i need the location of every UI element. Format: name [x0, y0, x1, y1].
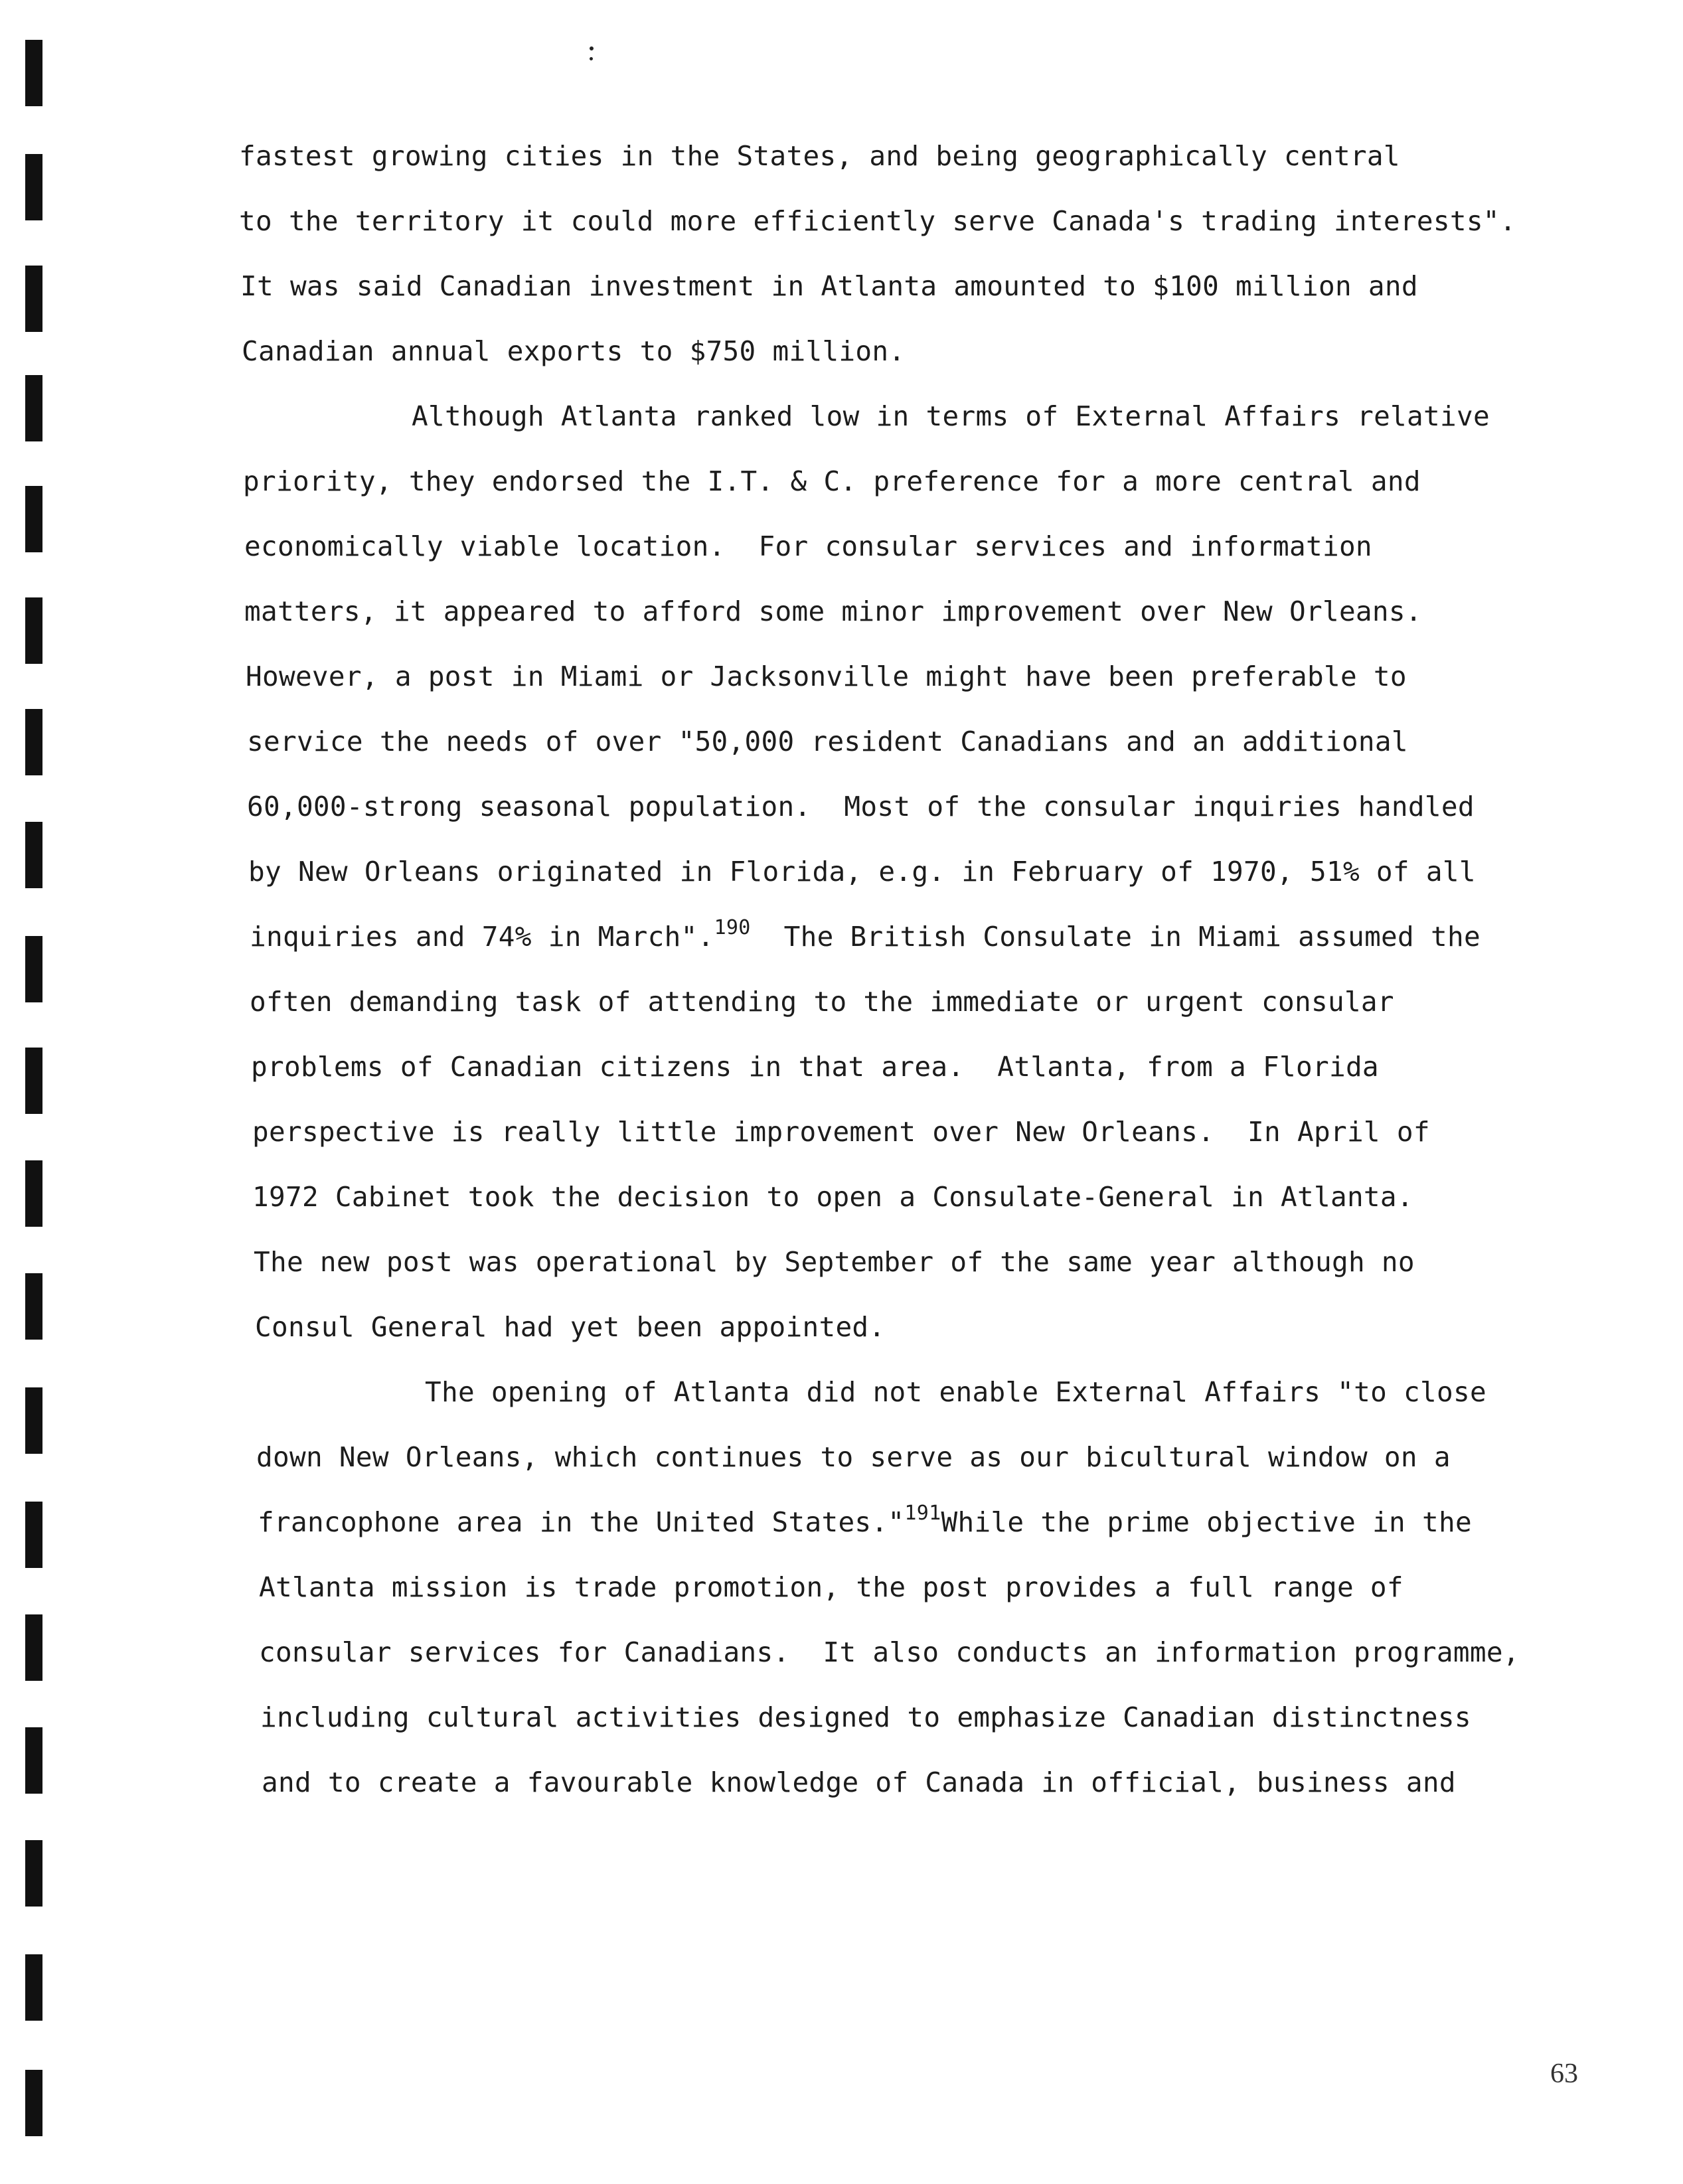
- punch-mark: [25, 936, 42, 1002]
- punch-mark: [25, 375, 42, 441]
- text-line: [250, 916, 1481, 957]
- text-line: Consul General had yet been appointed.: [255, 1311, 886, 1343]
- punch-mark: [25, 486, 42, 552]
- punch-mark: [25, 1840, 42, 1907]
- punch-mark: [25, 1273, 42, 1340]
- text-segment: The British Consulate in Miami assumed the: [750, 921, 1481, 953]
- scan-speck: [590, 46, 594, 50]
- text-line: often demanding task of attending to the immediate or urgent consular: [250, 986, 1394, 1018]
- punch-mark: [25, 154, 42, 220]
- text-line: The new post was operational by September of the same year although no: [254, 1246, 1415, 1278]
- text-line: However, a post in Miami or Jacksonville might have been preferable to: [246, 661, 1407, 692]
- text-segment: francophone area in the United States.": [258, 1506, 905, 1538]
- text-line: matters, it appeared to afford some minor improvement over New Orleans.: [244, 595, 1422, 627]
- text-line: Although Atlanta ranked low in terms of External Affairs relative: [412, 400, 1490, 432]
- text-line: The opening of Atlanta did not enable External Affairs "to close: [425, 1376, 1486, 1408]
- text-line: service the needs of over "50,000 resident Canadians and an additional: [247, 726, 1408, 757]
- footnote-reference: 190: [714, 916, 751, 939]
- text-line: and to create a favourable knowledge of Canada in official, business and: [262, 1766, 1456, 1798]
- punch-mark: [25, 1502, 42, 1568]
- punch-mark: [25, 1614, 42, 1681]
- text-line: including cultural activities designed to emphasize Canadian distinctness: [260, 1701, 1471, 1733]
- punch-mark: [25, 1387, 42, 1454]
- text-line: priority, they endorsed the I.T. & C. preference for a more central and: [243, 465, 1421, 497]
- text-line: economically viable location. For consular services and information: [244, 530, 1372, 562]
- text-line: 60,000-strong seasonal population. Most of the consular inquiries handled: [247, 791, 1475, 822]
- scan-speck: [590, 57, 593, 60]
- text-line: Canadian annual exports to $750 million.: [242, 335, 906, 367]
- text-line: by New Orleans originated in Florida, e.g. in February of 1970, 51% of all: [248, 856, 1476, 888]
- binder-punch-marks: [0, 0, 53, 2184]
- punch-mark: [25, 1160, 42, 1227]
- text-line: problems of Canadian citizens in that area. Atlanta, from a Florida: [251, 1051, 1379, 1083]
- punch-mark: [25, 40, 42, 106]
- punch-mark: [25, 266, 42, 332]
- punch-mark: [25, 822, 42, 888]
- text-line: consular services for Canadians. It also conducts an information programme,: [259, 1636, 1520, 1668]
- text-segment: inquiries and 74% in March".: [250, 921, 714, 953]
- punch-mark: [25, 2070, 42, 2136]
- text-line: perspective is really little improvement over New Orleans. In April of: [252, 1116, 1430, 1148]
- punch-mark: [25, 1954, 42, 2021]
- punch-mark: [25, 1727, 42, 1794]
- text-segment: While the prime objective in the: [941, 1506, 1472, 1538]
- footnote-reference: 191: [904, 1502, 941, 1525]
- text-line: down New Orleans, which continues to serve as our bicultural window on a: [256, 1441, 1451, 1473]
- text-line: Atlanta mission is trade promotion, the post provides a full range of: [259, 1571, 1403, 1603]
- punch-mark: [25, 709, 42, 775]
- text-line: [258, 1502, 1472, 1542]
- text-line: 1972 Cabinet took the decision to open a Consulate-General in Atlanta.: [252, 1181, 1413, 1213]
- punch-mark: [25, 1048, 42, 1114]
- text-line: It was said Canadian investment in Atlanta amounted to $100 million and: [240, 270, 1418, 302]
- text-line: to the territory it could more efficiently serve Canada's trading interests".: [239, 205, 1516, 237]
- punch-mark: [25, 597, 42, 664]
- page-number: 63: [1550, 2059, 1578, 2089]
- text-line: fastest growing cities in the States, and being geographically central: [239, 140, 1400, 172]
